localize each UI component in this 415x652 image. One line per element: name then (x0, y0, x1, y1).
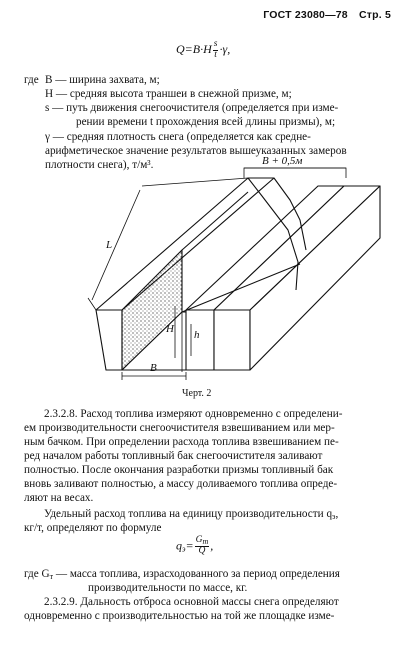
def-gamma-line2: арифметическое значение результатов вышеуказанных замеров (45, 145, 347, 157)
formula-lhs: Q=B·H (176, 42, 212, 57)
p238-line1: 2.3.2.8. Расход топлива измеряют одновременно с определени- (44, 408, 343, 420)
p238-line3: ным бачком. При определении расхода топлива взвешиванием пе- (24, 436, 339, 448)
label-B: B (150, 362, 157, 374)
def-b: B — ширина захвата, м; (45, 74, 160, 86)
page-number: Стр. 5 (358, 9, 391, 21)
right-prism-end (214, 310, 250, 370)
p238-line6: вновь заливают полностью, а массу доливаемого топлива опреде- (24, 478, 338, 490)
def-s-line2: рении времени t прохождения всей длины призмы), м; (76, 116, 336, 128)
label-b-plus: B + 0,5м (262, 155, 303, 167)
p239-line1: 2.3.2.9. Дальность отброса основной массы снега определяют (44, 596, 339, 608)
def-g-line2: производительности по массе, кг. (88, 582, 248, 594)
def-gamma-line1: γ — средняя плотность снега (определяется как средне- (45, 131, 311, 143)
p238-line2: ем производительности снегоочистителя взвешиванием или мер- (24, 422, 335, 434)
def-lead: где (24, 74, 39, 86)
p-fuel-line2: кг/т, определяют по формуле (24, 522, 162, 534)
label-L: L (106, 239, 113, 251)
p238-line4: ред началом работы топливный бак снегоочистителя заливают (24, 450, 323, 462)
figure-caption: Черт. 2 (182, 388, 212, 399)
p-fuel-line1: Удельный расход топлива на единицу производительности $q_э$, (44, 508, 339, 521)
standard-number: ГОСТ 23080—78 (263, 9, 348, 21)
label-H: H (166, 323, 174, 335)
dim-top (244, 168, 346, 178)
fraction-g-over-q: $\frac{G_т}{Q}$ (195, 535, 209, 557)
fraction-s-over-t: $\frac{s}{t}$ (213, 39, 218, 60)
p238-line7: ляют на весах. (24, 492, 94, 504)
formula-fuel-rate: $q_э=$ $\frac{G_т}{Q}$ , (176, 535, 214, 557)
def-s-line1: s — путь движения снегоочистителя (определяется при изме- (45, 102, 339, 114)
def-h: H — средняя высота траншеи в снежной призме, м; (45, 88, 292, 100)
p238-line5: полностью. После окончания разработки призмы топливный бак (24, 464, 334, 476)
def-g-line1: где $G_т$ — масса топлива, израсходованного за период определения (24, 568, 340, 581)
right-prism-inner-wall (186, 310, 214, 370)
def-gamma-line3: плотности снега), т/м³. (45, 159, 154, 171)
left-prism-end (96, 310, 122, 370)
p239-line2: одновременно с производительностью на той же площадке изме- (24, 610, 335, 622)
formula-rhs: ·γ, (219, 42, 231, 57)
label-h: h (194, 329, 200, 341)
